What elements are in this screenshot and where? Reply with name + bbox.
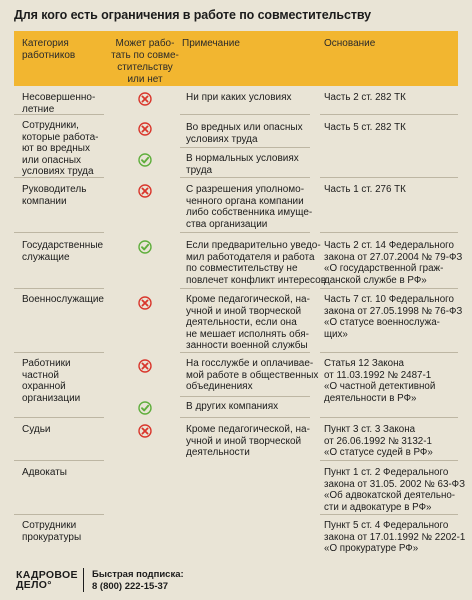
- row-divider: [320, 114, 458, 115]
- row-basis: Часть 2 ст. 282 ТК: [324, 92, 406, 103]
- row-divider: [14, 417, 104, 418]
- row-divider: [320, 352, 458, 353]
- row-basis: Пункт 3 ст. 3 Закона от 26.06.1992 № 3132-1 «О статусе судей в РФ»: [324, 424, 433, 458]
- subscription-info: [92, 569, 184, 593]
- row-divider: [14, 232, 104, 233]
- row-note: На госслужбе и оплачивае- мой работе в общественных объединениях: [186, 358, 319, 392]
- row-category: Военнослужащие: [22, 294, 104, 305]
- header-category: Категория работников: [22, 38, 76, 61]
- row-basis: Часть 1 ст. 276 ТК: [324, 184, 406, 195]
- row-note: Во вредных или опасных условиях труда: [186, 122, 303, 145]
- cross-icon: [138, 359, 152, 373]
- row-divider: [14, 460, 104, 461]
- row-divider: [180, 352, 310, 353]
- row-divider: [180, 417, 310, 418]
- row-note: С разрешения уполномо- ченного органа компании либо собственника имуще- ства организации: [186, 184, 313, 230]
- cross-icon: [138, 92, 152, 106]
- row-divider: [180, 232, 310, 233]
- footer-divider: [83, 568, 84, 592]
- row-divider: [180, 114, 310, 115]
- row-divider: [320, 514, 458, 515]
- row-divider: [14, 114, 104, 115]
- row-divider: [180, 288, 310, 289]
- row-note: Ни при каких условиях: [186, 92, 292, 103]
- check-icon: [138, 240, 152, 254]
- check-icon: [138, 153, 152, 167]
- row-divider: [320, 288, 458, 289]
- row-note: Если предварительно уведо- мил работодателя и работа по совместительству не повлечет конфликт интересов: [186, 240, 327, 286]
- subscribe-label: Быстрая подписка:: [92, 569, 184, 580]
- cross-icon: [138, 424, 152, 438]
- header-basis: Основание: [324, 38, 376, 49]
- cross-icon: [138, 122, 152, 136]
- row-category: Несовершенно- летние: [22, 92, 96, 115]
- row-note: В нормальных условиях труда: [186, 153, 299, 176]
- row-category: Руководитель компании: [22, 184, 87, 207]
- row-category: Сотрудники прокуратуры: [22, 520, 82, 543]
- row-divider: [14, 288, 104, 289]
- row-category: Государственные служащие: [22, 240, 104, 263]
- header-note: Примечание: [182, 38, 240, 49]
- cross-icon: [138, 184, 152, 198]
- table-header: [14, 31, 458, 86]
- row-note: Кроме педагогической, на- учной и иной творческой деятельности, если она не мешает исполнять обя- занности военной службы: [186, 294, 310, 351]
- header-can-work: Может рабо- тать по совме- стительству или нет: [111, 38, 179, 85]
- row-divider: [14, 177, 104, 178]
- row-divider: [180, 147, 310, 148]
- row-basis: Пункт 5 ст. 4 Федерального закона от 17.01.1992 № 2202-1 «О прокуратуре РФ»: [324, 520, 466, 554]
- row-basis: Часть 2 ст. 14 Федерального закона от 27.07.2004 № 79-ФЗ «О государственной граж- данской службе в РФ»: [324, 240, 463, 286]
- row-category: Работники частной охранной организации: [22, 358, 81, 404]
- row-divider: [180, 396, 310, 397]
- cross-icon: [138, 296, 152, 310]
- row-basis: Часть 5 ст. 282 ТК: [324, 122, 406, 133]
- row-divider: [320, 177, 458, 178]
- row-basis: Пункт 1 ст. 2 Федерального закона от 31.05. 2002 № 63-ФЗ «Об адвокатской деятельно- сти и адвокатуре в РФ»: [324, 467, 466, 513]
- row-category: Адвокаты: [22, 467, 67, 478]
- row-divider: [320, 232, 458, 233]
- check-icon: [138, 401, 152, 415]
- row-divider: [180, 177, 310, 178]
- row-basis: Часть 7 ст. 10 Федерального закона от 27.05.1998 № 76-ФЗ «О статусе военнослужа- щих»: [324, 294, 463, 340]
- row-note: В других компаниях: [186, 401, 279, 412]
- row-category: Сотрудники, которые работа- ют во вредных или опасных условиях труда: [22, 120, 99, 177]
- row-divider: [14, 514, 104, 515]
- page-title: Для кого есть ограничения в работе по совместительству: [14, 8, 371, 22]
- row-category: Судьи: [22, 424, 51, 435]
- brand-logo: КАДРОВОЕ ДЕЛО°: [16, 569, 78, 591]
- row-divider: [14, 352, 104, 353]
- row-note: Кроме педагогической, на- учной и иной творческой деятельности: [186, 424, 310, 458]
- row-basis: Статья 12 Закона от 11.03.1992 № 2487-1 «О частной детективной деятельности в РФ»: [324, 358, 436, 404]
- phone-number[interactable]: 8 (800) 222-15-37: [92, 581, 169, 592]
- row-divider: [320, 460, 458, 461]
- row-divider: [320, 417, 458, 418]
